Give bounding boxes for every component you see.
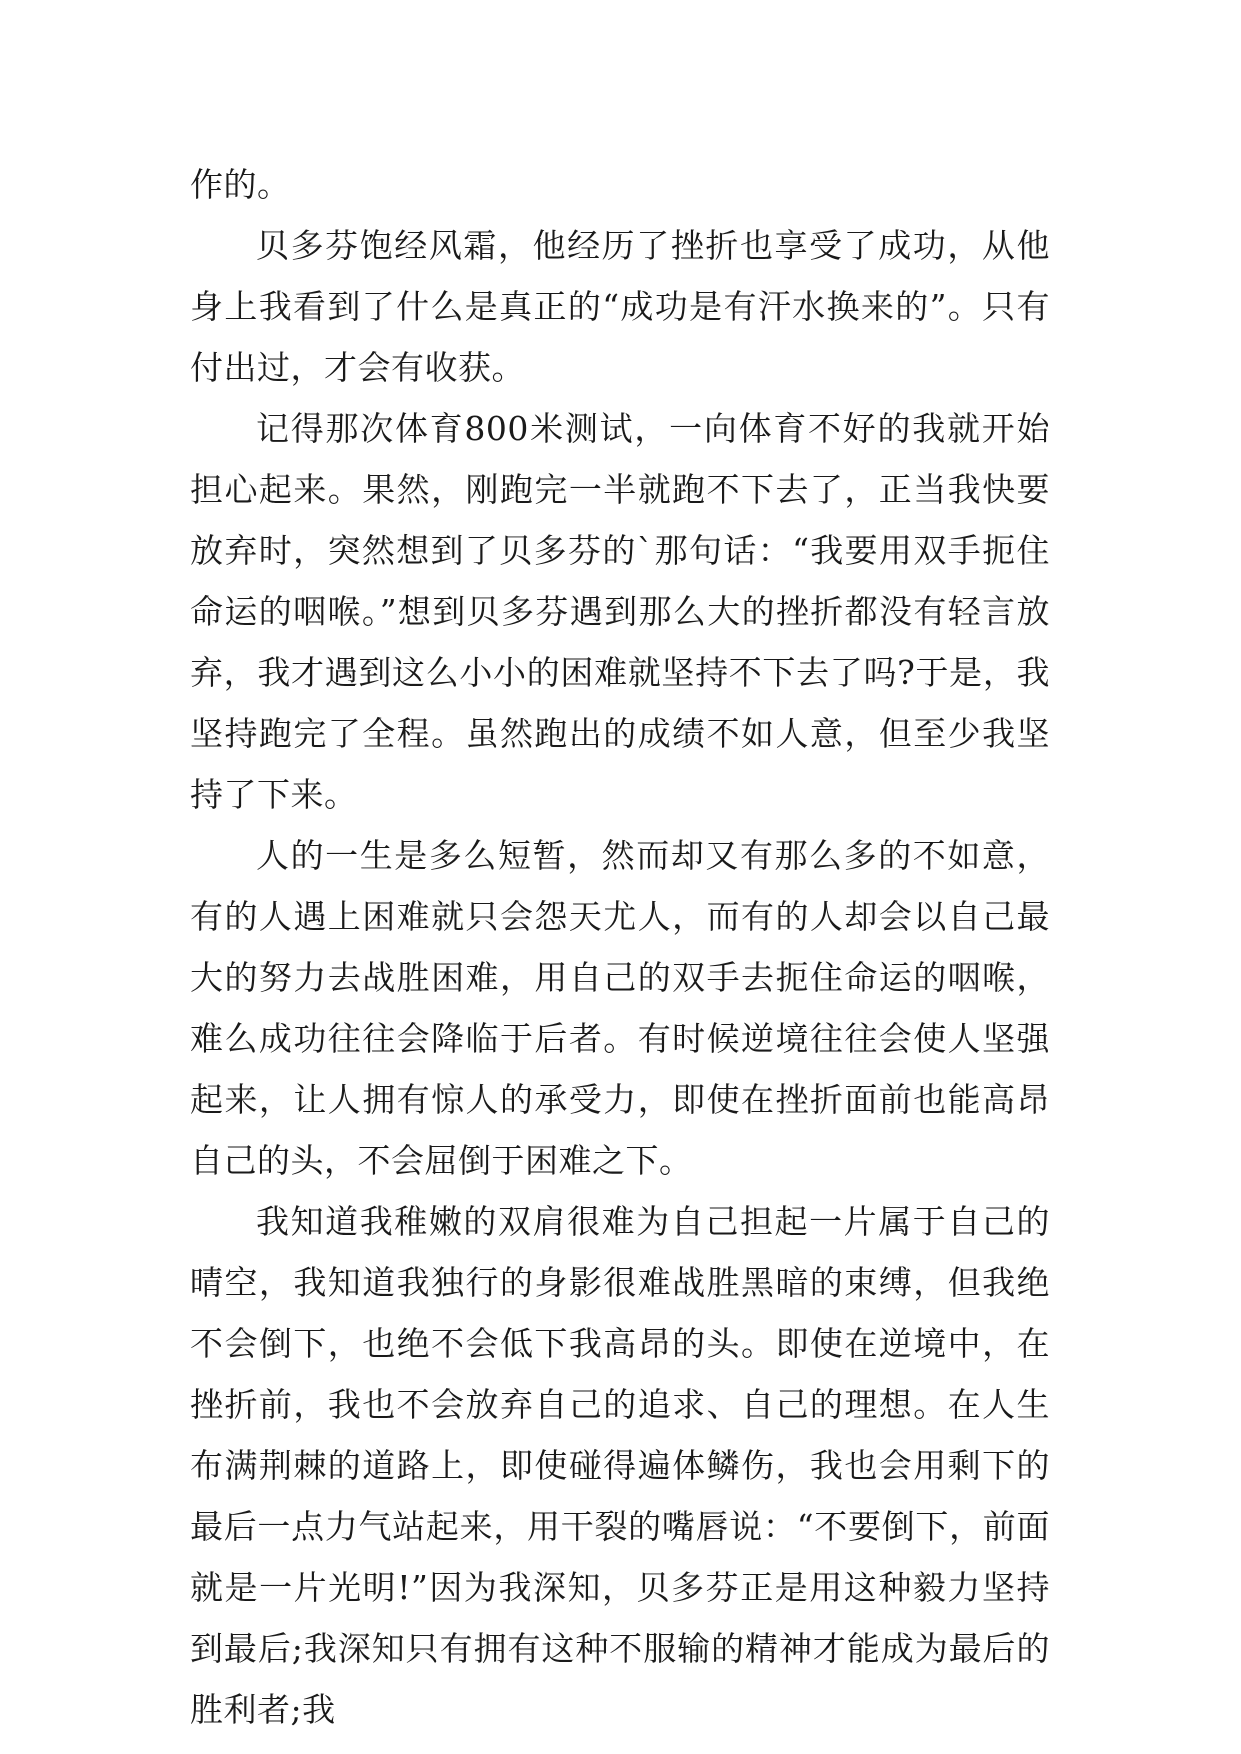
body-text [190,154,1050,1740]
paragraph-2: 贝多芬饱经风霜，他经历了挫折也享受了成功，从他身上我看到了什么是真正的“成功是有汗水换来的”。只有付出过，才会有收获。 [190,226,1050,387]
paragraph-5: 我知道我稚嫩的双肩很难为自己担起一片属于自己的晴空，我知道我独行的身影很难战胜黑暗的束缚，但我绝不会倒下，也绝不会低下我高昂的头。即使在逆境中，在挫折前，我也不会放弃自己的追求、自己的理想。在人生布满荆棘的道路上，即使碰得遍体鳞伤，我也会用剩下的最后一点力气站起来，用干裂的嘴唇说：“不要倒下，前面就是一片光明!”因为我深知，贝多芬正是用这种毅力坚持到最后;我深知只有拥有这种不服输的精神才能成为最后的胜利者;我 [190,1202,1050,1729]
paragraph-3: 记得那次体育800米测试，一向体育不好的我就开始担心起来。果然，刚跑完一半就跑不下去了，正当我快要放弃时，突然想到了贝多芬的`那句话：“我要用双手扼住命运的咽喉。”想到贝多芬遇到那么大的挫折都没有轻言放弃，我才遇到这么小小的困难就坚持不下去了吗?于是，我坚持跑完了全程。虽然跑出的成绩不如人意，但至少我坚持了下来。 [190,409,1050,814]
paragraph-1: 作的。 [190,165,291,204]
paragraph-4: 人的一生是多么短暂，然而却又有那么多的不如意，有的人遇上困难就只会怨天尤人，而有的人却会以自己最大的努力去战胜困难，用自己的双手去扼住命运的咽喉，难么成功往往会降临于后者。有时候逆境往往会使人坚强起来，让人拥有惊人的承受力，即使在挫折面前也能高昂自己的头，不会屈倒于困难之下。 [190,836,1050,1180]
